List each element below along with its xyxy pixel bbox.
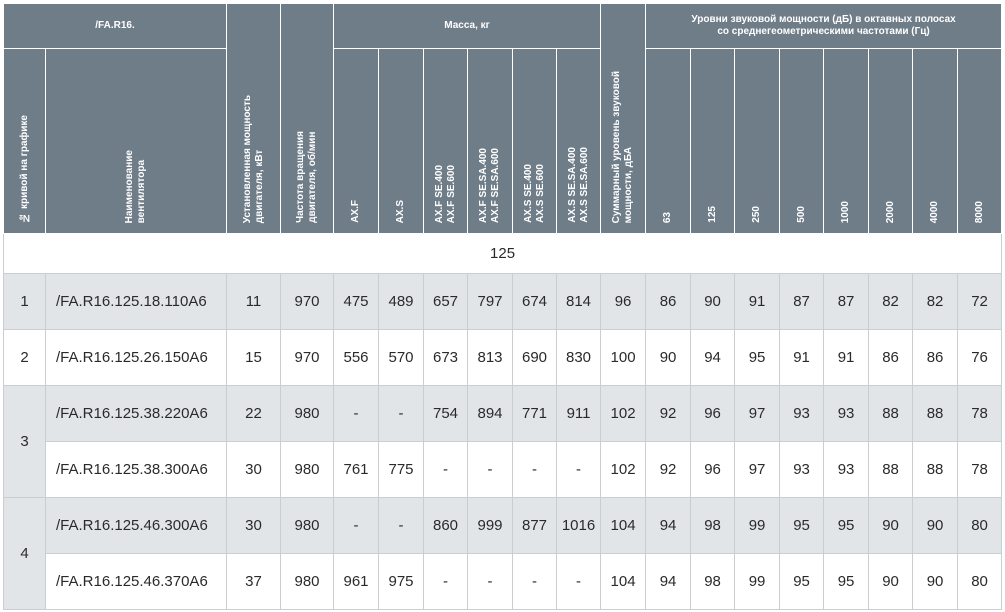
octave-cell: 90 xyxy=(869,498,913,554)
fan-spec-table xyxy=(3,3,1002,610)
octave-cell: 82 xyxy=(913,274,958,330)
octave-cell: 98 xyxy=(691,554,735,610)
curve-cell: 2 xyxy=(4,330,46,386)
freq-col-header: 1000 xyxy=(824,49,869,234)
table-row xyxy=(4,554,1002,610)
mass-cell: 961 xyxy=(334,554,379,610)
mass-cell: - xyxy=(424,442,468,498)
total-cell: 102 xyxy=(601,442,646,498)
mass-cell: 754 xyxy=(424,386,468,442)
octave-cell: 93 xyxy=(824,386,869,442)
mass-cell: 894 xyxy=(468,386,513,442)
mass-cell: 813 xyxy=(468,330,513,386)
fan-name-cell: /FA.R16.125.18.110A6 xyxy=(46,274,227,330)
curve-no-header: № кривой на графике xyxy=(4,49,46,234)
mass-col-header: AX.S SE.400 AX.S SE.600 xyxy=(513,49,557,234)
octave-cell: 97 xyxy=(735,442,780,498)
octave-cell: 88 xyxy=(869,442,913,498)
curve-cell: 3 xyxy=(4,386,46,498)
mass-cell: - xyxy=(334,386,379,442)
table-row xyxy=(4,274,1002,330)
octave-cell: 93 xyxy=(824,442,869,498)
rpm-cell: 980 xyxy=(281,386,334,442)
mass-col-header: AX.S SE.SA.400 AX.S SE.SA.600 xyxy=(557,49,601,234)
freq-col-header: 4000 xyxy=(913,49,958,234)
total-cell: 104 xyxy=(601,498,646,554)
mass-col-header: AX.F xyxy=(334,49,379,234)
rpm-cell: 980 xyxy=(281,554,334,610)
mass-cell: 771 xyxy=(513,386,557,442)
table-row xyxy=(4,498,1002,554)
mass-cell: 877 xyxy=(513,498,557,554)
mass-cell: 814 xyxy=(557,274,601,330)
mass-cell: 860 xyxy=(424,498,468,554)
freq-col-header: 125 xyxy=(691,49,735,234)
octave-cell: 76 xyxy=(958,330,1002,386)
mass-cell: - xyxy=(513,554,557,610)
mass-cell: 657 xyxy=(424,274,468,330)
power-cell: 11 xyxy=(227,274,281,330)
table-row xyxy=(4,330,1002,386)
mass-cell: 489 xyxy=(379,274,424,330)
rpm-cell: 970 xyxy=(281,330,334,386)
mass-cell: 475 xyxy=(334,274,379,330)
octave-cell: 95 xyxy=(824,498,869,554)
mass-cell: - xyxy=(424,554,468,610)
curve-cell: 4 xyxy=(4,498,46,610)
mass-cell: 775 xyxy=(379,442,424,498)
octave-cell: 91 xyxy=(780,330,824,386)
mass-cell: - xyxy=(513,442,557,498)
octave-cell: 90 xyxy=(691,274,735,330)
octave-cell: 93 xyxy=(780,386,824,442)
freq-col-header: 250 xyxy=(735,49,780,234)
total-cell: 100 xyxy=(601,330,646,386)
octave-cell: 99 xyxy=(735,498,780,554)
octave-cell: 95 xyxy=(780,498,824,554)
octave-cell: 92 xyxy=(646,442,691,498)
mass-cell: 975 xyxy=(379,554,424,610)
mass-cell: - xyxy=(379,386,424,442)
octave-cell: 78 xyxy=(958,386,1002,442)
rpm-cell: 980 xyxy=(281,442,334,498)
mass-cell: 1016 xyxy=(557,498,601,554)
octave-cell: 94 xyxy=(646,554,691,610)
series-header: /FA.R16. xyxy=(4,4,227,49)
octave-cell: 91 xyxy=(824,330,869,386)
mass-cell: - xyxy=(334,498,379,554)
octave-cell: 80 xyxy=(958,554,1002,610)
fan-name-cell: /FA.R16.125.46.370A6 xyxy=(46,554,227,610)
mass-cell: 911 xyxy=(557,386,601,442)
mass-cell: 999 xyxy=(468,498,513,554)
fan-name-cell: /FA.R16.125.46.300A6 xyxy=(46,498,227,554)
rpm-cell: 980 xyxy=(281,498,334,554)
mass-cell: 690 xyxy=(513,330,557,386)
octave-cell: 95 xyxy=(780,554,824,610)
fan-name-cell: /FA.R16.125.38.220A6 xyxy=(46,386,227,442)
total-sound-header: Суммарный уровень звуковой мощности, дБА xyxy=(601,4,646,234)
freq-col-header: 500 xyxy=(780,49,824,234)
mass-cell: 556 xyxy=(334,330,379,386)
power-cell: 15 xyxy=(227,330,281,386)
sound-group-header: Уровни звуковой мощности (дБ) в октавных полосах со среднегеометрическими частотами (Гц) xyxy=(646,4,1002,49)
octave-cell: 80 xyxy=(958,498,1002,554)
octave-cell: 82 xyxy=(869,274,913,330)
octave-cell: 90 xyxy=(646,330,691,386)
octave-cell: 72 xyxy=(958,274,1002,330)
octave-cell: 86 xyxy=(913,330,958,386)
total-cell: 104 xyxy=(601,554,646,610)
octave-cell: 90 xyxy=(869,554,913,610)
fan-name-header: Наименование вентилятора xyxy=(46,49,227,234)
total-cell: 102 xyxy=(601,386,646,442)
table-row xyxy=(4,442,1002,498)
power-cell: 30 xyxy=(227,442,281,498)
octave-cell: 99 xyxy=(735,554,780,610)
octave-cell: 97 xyxy=(735,386,780,442)
fan-name-cell: /FA.R16.125.38.300A6 xyxy=(46,442,227,498)
octave-cell: 88 xyxy=(913,442,958,498)
octave-cell: 90 xyxy=(913,554,958,610)
mass-cell: 797 xyxy=(468,274,513,330)
octave-cell: 86 xyxy=(646,274,691,330)
octave-cell: 90 xyxy=(913,498,958,554)
octave-cell: 96 xyxy=(691,386,735,442)
total-cell: 96 xyxy=(601,274,646,330)
power-cell: 37 xyxy=(227,554,281,610)
octave-cell: 95 xyxy=(735,330,780,386)
octave-cell: 93 xyxy=(780,442,824,498)
octave-cell: 78 xyxy=(958,442,1002,498)
table-row xyxy=(4,386,1002,442)
mass-group-header: Масса, кг xyxy=(334,4,601,49)
motor-power-header: Установленная мощность двигателя, кВт xyxy=(227,4,281,234)
octave-cell: 95 xyxy=(824,554,869,610)
mass-col-header: AX.S xyxy=(379,49,424,234)
mass-cell: - xyxy=(468,442,513,498)
section-label: 125 xyxy=(4,234,1002,274)
octave-cell: 96 xyxy=(691,442,735,498)
freq-col-header: 2000 xyxy=(869,49,913,234)
octave-cell: 91 xyxy=(735,274,780,330)
octave-cell: 88 xyxy=(869,386,913,442)
octave-cell: 87 xyxy=(824,274,869,330)
octave-cell: 92 xyxy=(646,386,691,442)
fan-name-cell: /FA.R16.125.26.150A6 xyxy=(46,330,227,386)
mass-col-header: AX.F SE.SA.400 AX.F SE.SA.600 xyxy=(468,49,513,234)
mass-cell: 570 xyxy=(379,330,424,386)
freq-col-header: 63 xyxy=(646,49,691,234)
mass-cell: - xyxy=(379,498,424,554)
mass-col-header: AX.F SE.400 AX.F SE.600 xyxy=(424,49,468,234)
rotation-speed-header: Частота вращения двигателя, об/мин xyxy=(281,4,334,234)
octave-cell: 88 xyxy=(913,386,958,442)
curve-cell: 1 xyxy=(4,274,46,330)
mass-cell: - xyxy=(468,554,513,610)
mass-cell: 761 xyxy=(334,442,379,498)
mass-cell: - xyxy=(557,554,601,610)
octave-cell: 87 xyxy=(780,274,824,330)
octave-cell: 94 xyxy=(691,330,735,386)
mass-cell: 674 xyxy=(513,274,557,330)
mass-cell: - xyxy=(557,442,601,498)
mass-cell: 830 xyxy=(557,330,601,386)
freq-col-header: 8000 xyxy=(958,49,1002,234)
octave-cell: 94 xyxy=(646,498,691,554)
octave-cell: 98 xyxy=(691,498,735,554)
mass-cell: 673 xyxy=(424,330,468,386)
power-cell: 30 xyxy=(227,498,281,554)
rpm-cell: 970 xyxy=(281,274,334,330)
power-cell: 22 xyxy=(227,386,281,442)
octave-cell: 86 xyxy=(869,330,913,386)
